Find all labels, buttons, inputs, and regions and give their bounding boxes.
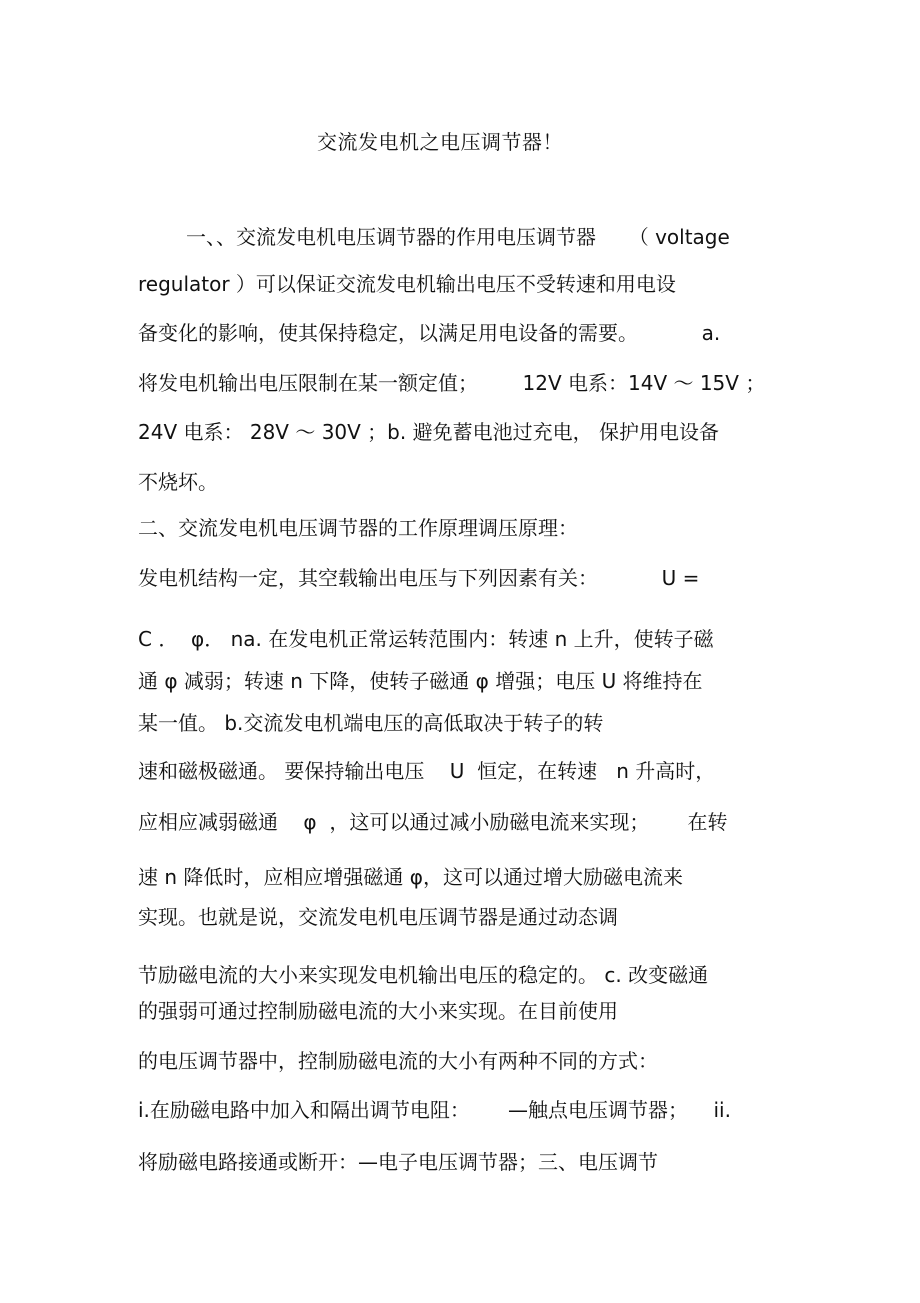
paragraph-line: 应相应减弱磁通 φ ，这可以通过减小励磁电流来实现； 在转 [138,810,728,834]
paragraph-line: 二、交流发电机电压调节器的工作原理调压原理： [138,516,578,540]
paragraph-line: 将励磁电路接通或断开：—电子电压调节器；三、电压调节 [138,1150,658,1174]
paragraph-line: 24V 电系： 28V ～ 30V ；b. 避免蓄电池过充电， 保护用电设备 [138,420,719,444]
paragraph-line: 一、、交流发电机电压调节器的作用电压调节器 （ voltage [186,225,730,249]
paragraph-line: 某一值。 b.交流发电机端电压的高低取决于转子的转 [138,711,604,735]
paragraph-line: 备变化的影响，使其保持稳定，以满足用电设备的需要。 a. [138,321,721,345]
paragraph-line: C ． φ． na. 在发电机正常运转范围内：转速 n 上升，使转子磁 [138,627,714,651]
document-title: 交流发电机之电压调节器！ [317,130,563,154]
paragraph-line: 发电机结构一定，其空载输出电压与下列因素有关： U = [138,566,700,590]
paragraph-line: 速和磁极磁通。 要保持输出电压 U 恒定，在转速 n 升高时， [138,759,716,783]
paragraph-line: 不烧坏。 [138,470,218,494]
paragraph-line: 将发电机输出电压限制在某一额定值； 12V 电系：14V ～ 15V ； [138,371,766,395]
paragraph-line: 的电压调节器中，控制励磁电流的大小有两种不同的方式： [138,1049,658,1073]
paragraph-line: 的强弱可通过控制励磁电流的大小来实现。在目前使用 [138,999,618,1023]
paragraph-line: 节励磁电流的大小来实现发电机输出电压的稳定的。 c. 改变磁通 [138,963,709,987]
paragraph-line: 通 φ 减弱；转速 n 下降，使转子磁通 φ 增强；电压 U 将维持在 [138,669,703,693]
paragraph-line: i.在励磁电路中加入和隔出调节电阻： —触点电压调节器； ii. [138,1098,731,1122]
paragraph-line: regulator ）可以保证交流发电机输出电压不受转速和用电设 [138,272,676,296]
paragraph-line: 实现。也就是说，交流发电机电压调节器是通过动态调 [138,905,618,929]
paragraph-line: 速 n 降低时，应相应增强磁通 φ，这可以通过增大励磁电流来 [138,865,683,889]
